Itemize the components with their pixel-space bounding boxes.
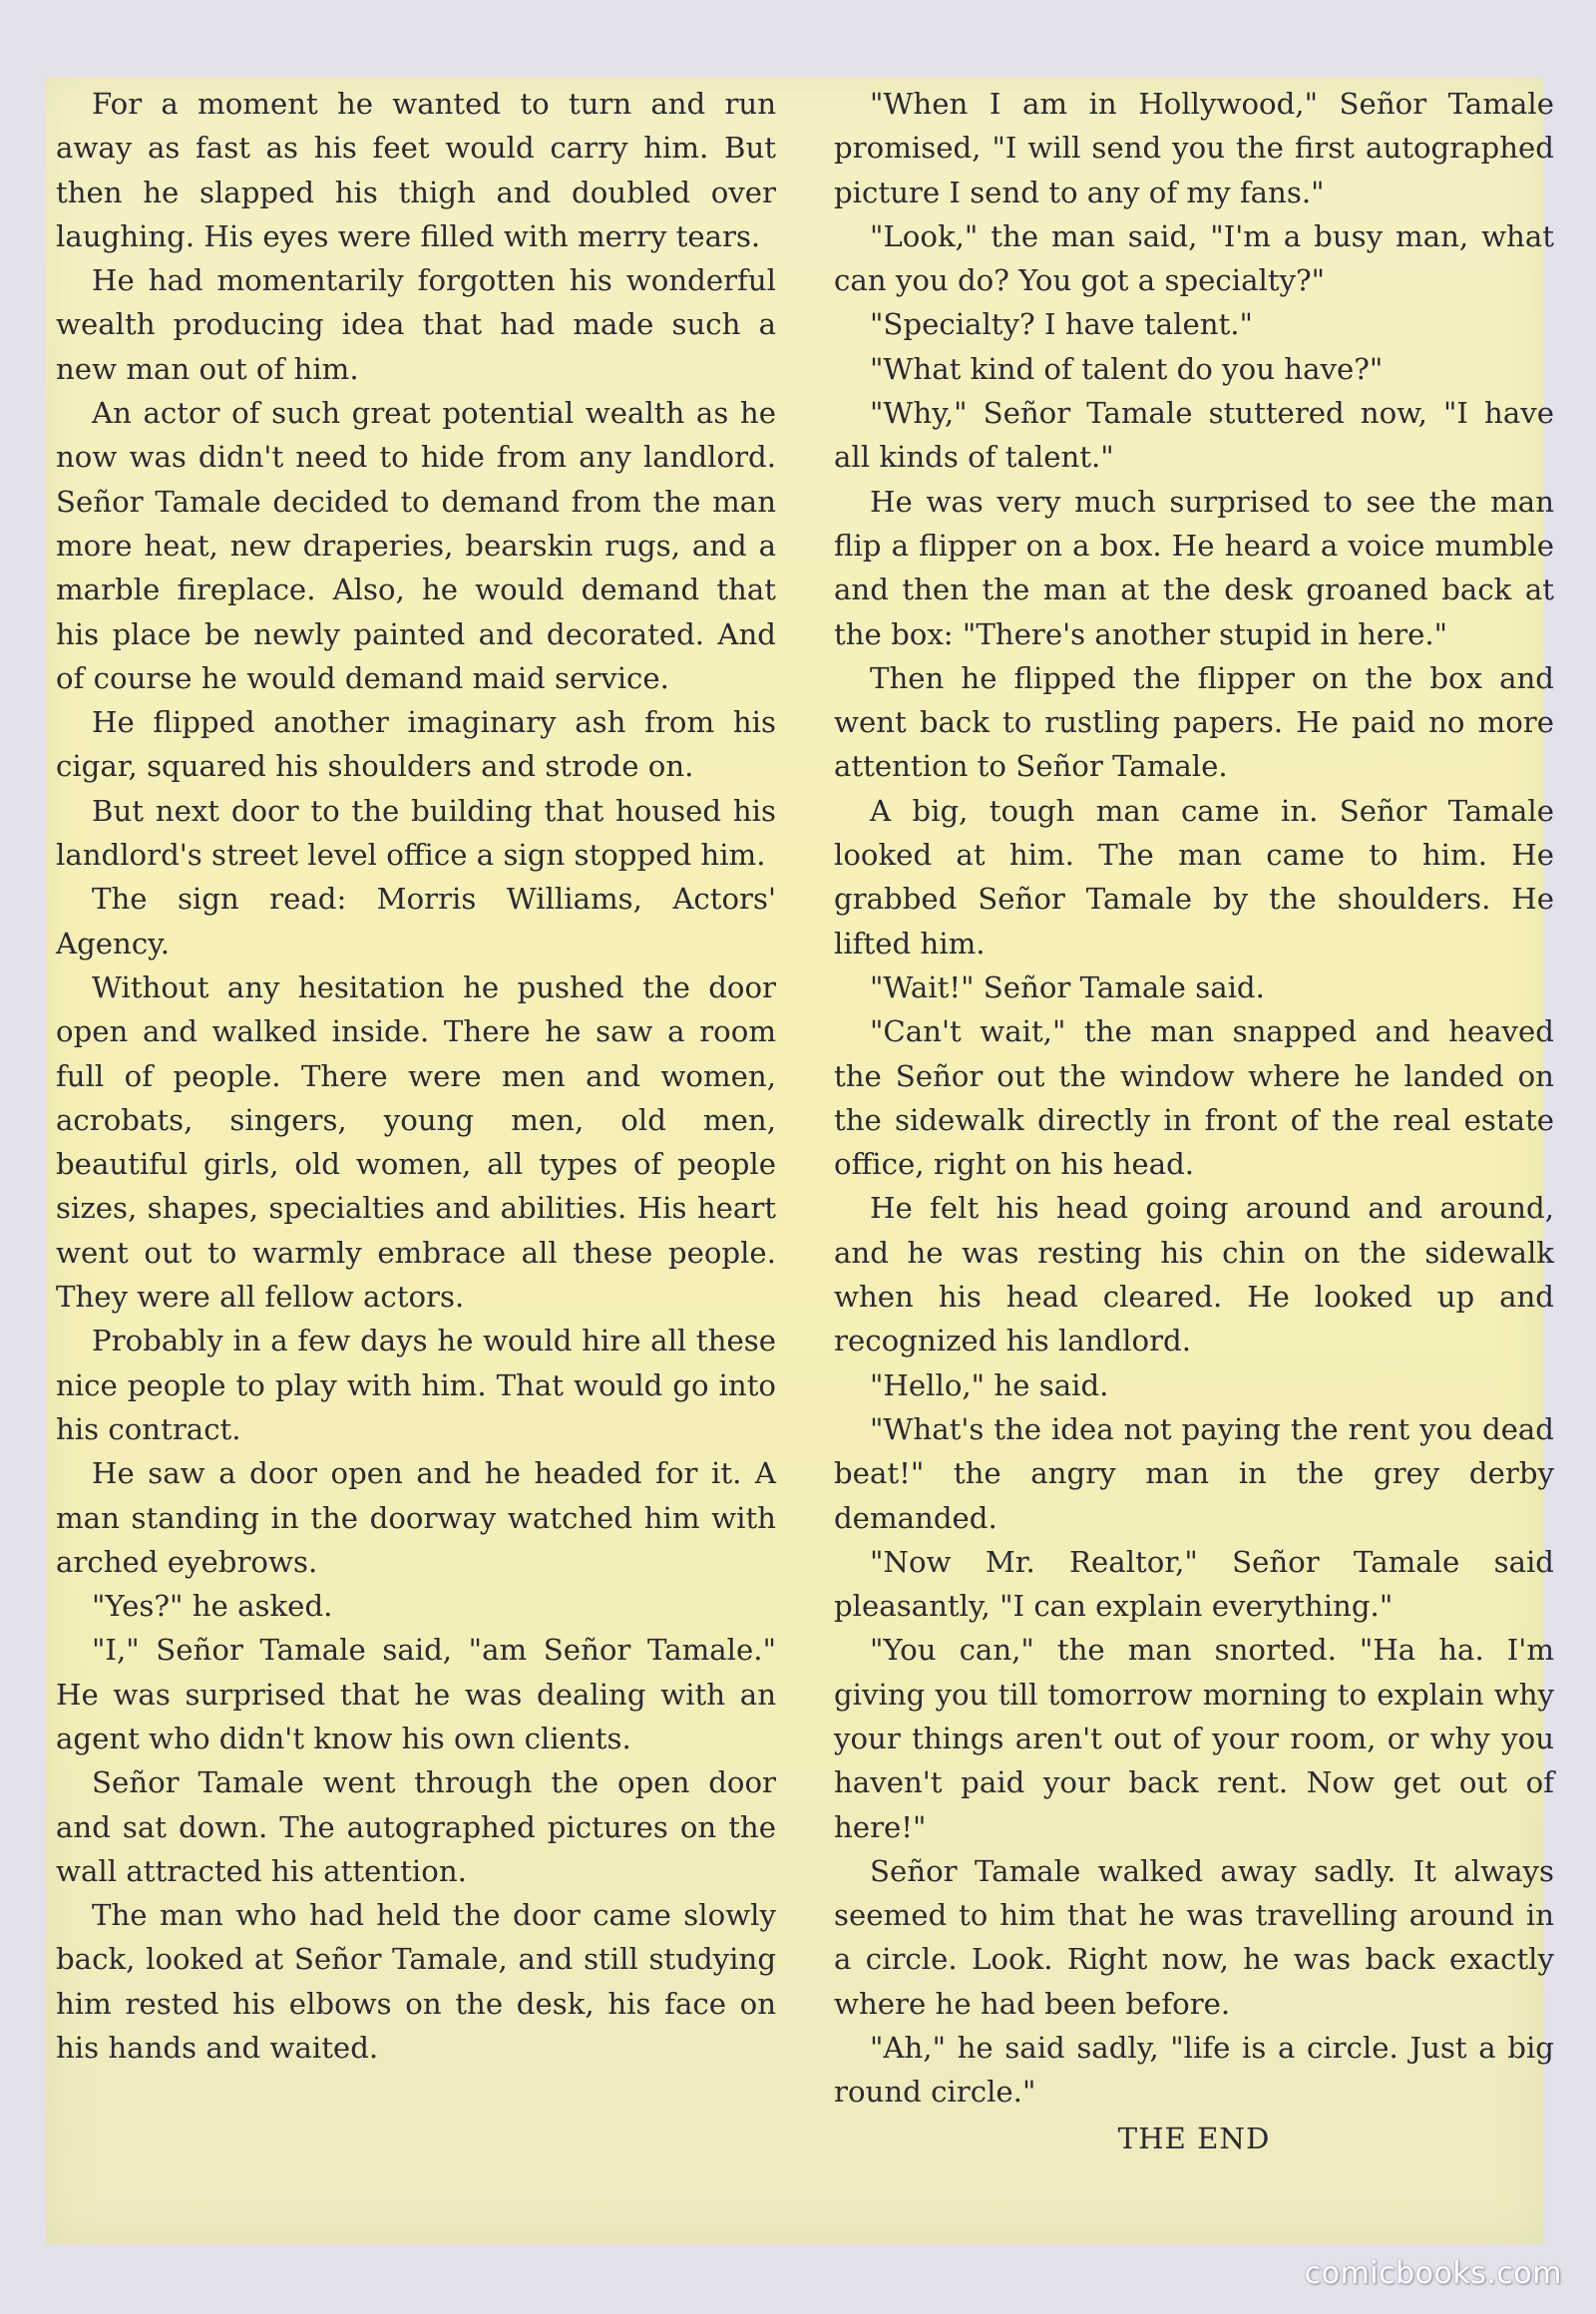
paragraph: "Can't wait," the man snapped and heaved the Señor out the window where he landed on the sidewalk directly in front of the real estate office, right on his head. <box>834 1014 1554 1182</box>
paragraph: The man who had held the door came slowly back, looked at Señor Tamale, and still studying him rested his elbows on the desk, his face on his hands and waited. <box>56 1898 776 2066</box>
paragraph: But next door to the building that housed his landlord's street level office a sign stopped him. <box>56 793 776 873</box>
right-text-column <box>834 82 1554 2160</box>
paragraph: "Hello," he said. <box>870 1367 1109 1402</box>
paragraph: He felt his head going around and around, and he was resting his chin on the sidewalk when his head cleared. He looked up and recognized his landlord. <box>834 1191 1554 1358</box>
story-page <box>46 78 1554 2244</box>
paragraph: He flipped another imaginary ash from his cigar, squared his shoulders and strode on. <box>56 705 776 784</box>
paragraph: "Ah," he said sadly, "life is a circle. Just a big round circle." <box>834 2031 1554 2110</box>
paragraph: Probably in a few days he would hire all these nice people to play with him. That would go into his contract. <box>56 1324 776 1446</box>
paragraph: "Specialty? I have talent." <box>870 307 1253 342</box>
paragraph: For a moment he wanted to turn and run away as fast as his feet would carry him. But then he slapped his thigh and doubled over laughing. His eyes were filled with merry tears. <box>56 87 776 253</box>
paragraph: "Yes?" he asked. <box>92 1589 333 1624</box>
site-watermark: comicbooks.com <box>1304 2256 1562 2291</box>
paragraph: "Look," the man said, "I'm a busy man, what can you do? You got a specialty?" <box>834 218 1554 298</box>
paragraph: The sign read: Morris Williams, Actors' Agency. <box>56 882 776 961</box>
paragraph: "What's the idea not paying the rent you dead beat!" the angry man in the grey derby demanded. <box>834 1411 1554 1535</box>
paragraph: "I," Señor Tamale said, "am Señor Tamale." He was surprised that he was dealing with an agent who didn't know his own clients. <box>56 1633 776 1755</box>
paragraph: He had momentarily forgotten his wonderful wealth producing idea that had made such a new man out of him. <box>56 263 776 386</box>
left-text-column <box>56 82 776 2070</box>
paragraph: "Now Mr. Realtor," Señor Tamale said pleasantly, "I can explain everything." <box>834 1544 1554 1624</box>
paragraph: Without any hesitation he pushed the door open and walked inside. There he saw a room full of people. There were men and women, acrobats, singers, young men, old men, beautiful girls, old women, all types of people sizes, shapes, specialties and abilities. His heart went out to warmly embrace all these people. They were all fellow actors. <box>56 969 776 1315</box>
paragraph: He was very much surprised to see the man flip a flipper on a box. He heard a voice mumble and then the man at the desk groaned back at the box: "There's another stupid in here." <box>834 484 1554 651</box>
paragraph: Señor Tamale went through the open door and sat down. The autographed pictures on the wall attracted his attention. <box>56 1765 776 1888</box>
paragraph: A big, tough man came in. Señor Tamale looked at him. The man came to him. He grabbed Señor Tamale by the shoulders. He lifted him. <box>834 793 1554 961</box>
paragraph: Señor Tamale walked away sadly. It always seemed to him that he was travelling around in a circle. Look. Right now, he was back exactly where he had been before. <box>834 1853 1554 2021</box>
paragraph: An actor of such great potential wealth as he now was didn't need to hide from any landlord. Señor Tamale decided to demand from the man more heat, new draperies, bearskin rugs, and a marble fireplace. Also, he would demand that his place be newly painted and decorated. And of course he would demand maid service. <box>56 396 776 695</box>
paragraph: "What kind of talent do you have?" <box>870 351 1384 386</box>
the-end-label: THE END <box>1117 2121 1271 2155</box>
paragraph: "Why," Señor Tamale stuttered now, "I have all kinds of talent." <box>834 396 1554 475</box>
paragraph: "Wait!" Señor Tamale said. <box>870 969 1265 1004</box>
paragraph: He saw a door open and he headed for it. A man standing in the doorway watched him with arched eyebrows. <box>56 1456 776 1579</box>
paragraph: "When I am in Hollywood," Señor Tamale promised, "I will send you the first autographed picture I send to any of my fans." <box>834 87 1554 209</box>
paragraph: Then he flipped the flipper on the box and went back to rustling papers. He paid no more attention to Señor Tamale. <box>834 660 1554 784</box>
paragraph: "You can," the man snorted. "Ha ha. I'm giving you till tomorrow morning to explain why your things aren't out of your room, or why you haven't paid your back rent. Now get out of here!" <box>834 1633 1554 1844</box>
